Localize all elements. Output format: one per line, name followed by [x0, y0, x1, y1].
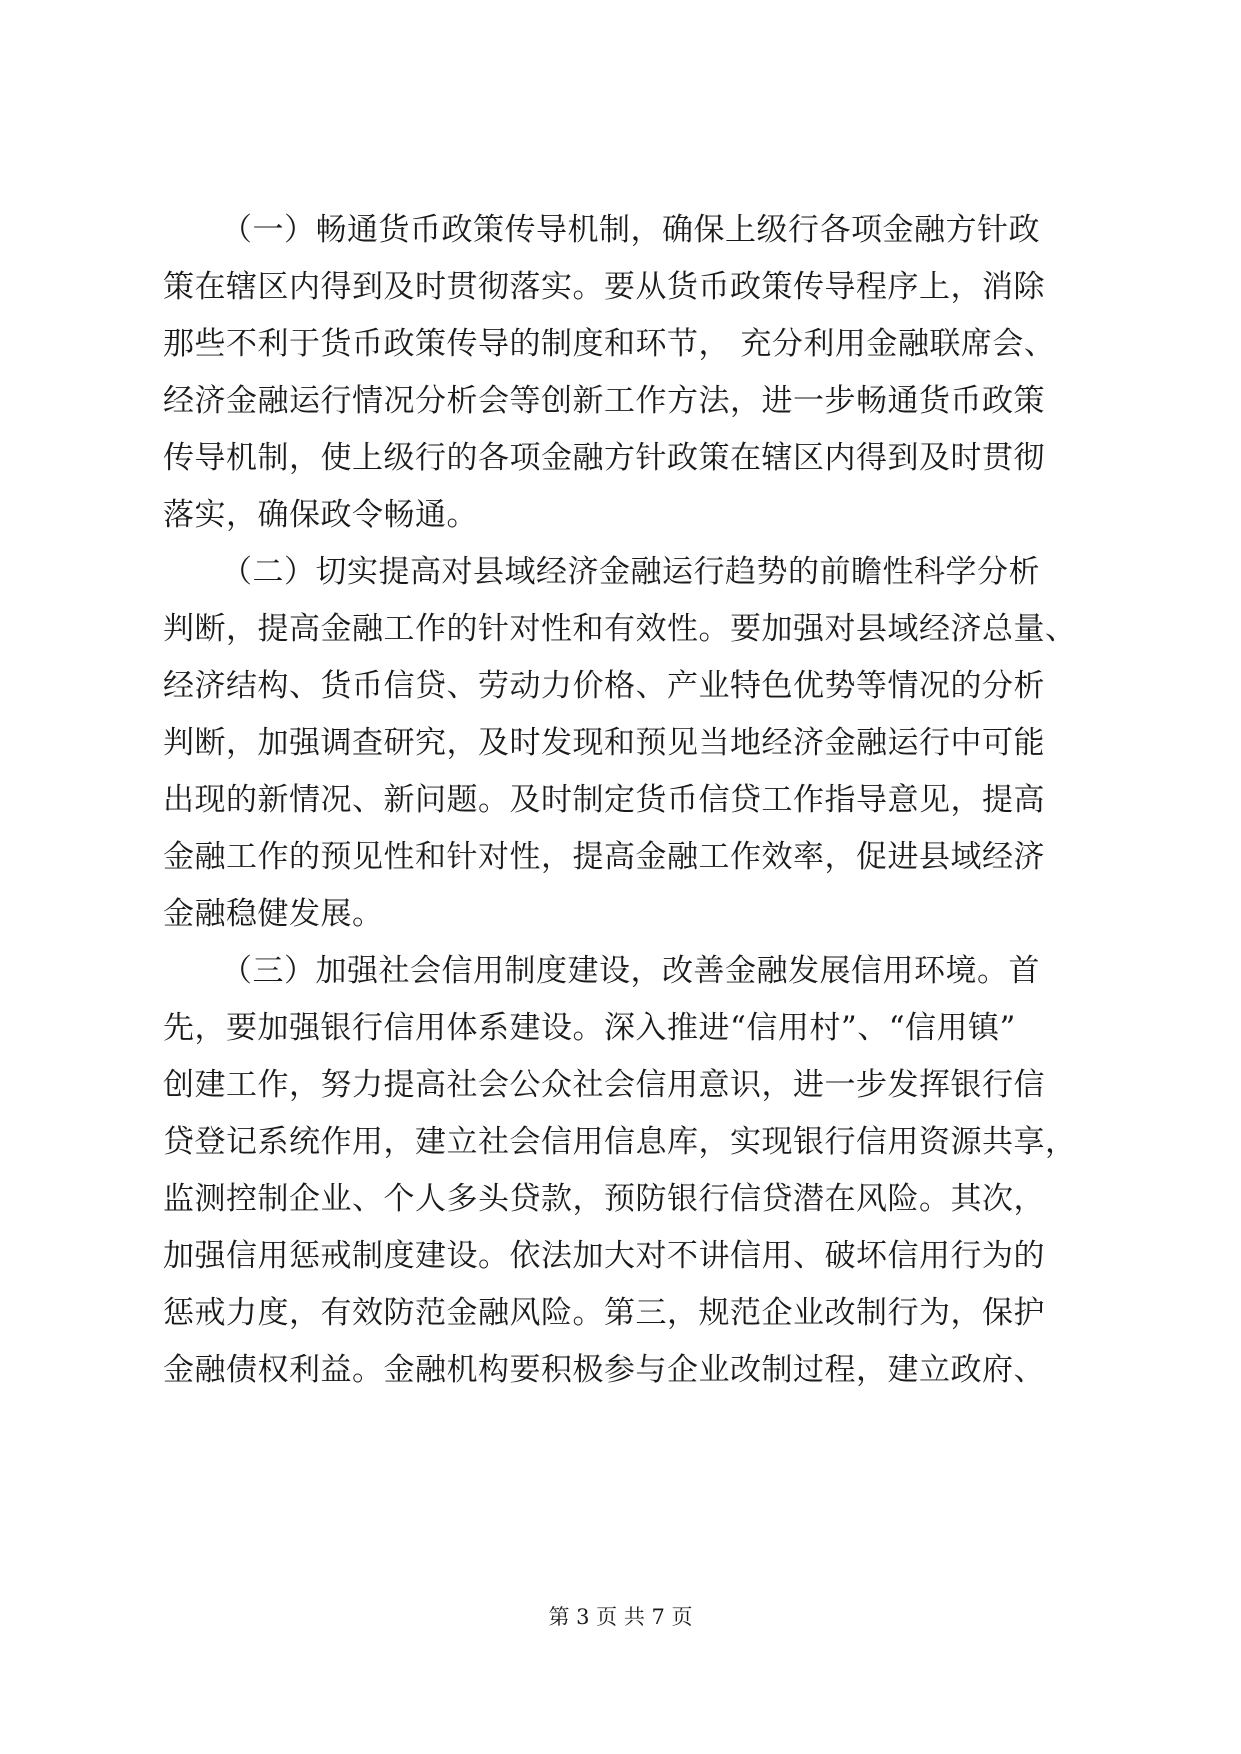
text-line: 策在辖区内得到及时贯彻落实。要从货币政策传导程序上，消除 [163, 269, 1045, 305]
text-line: 经济金融运行情况分析会等创新工作方法，进一步畅通货币政策 [163, 383, 1045, 419]
text-line: 判断，提高金融工作的针对性和有效性。要加强对县域经济总量、 [163, 611, 1077, 647]
text-line: （一）畅通货币政策传导机制，确保上级行各项金融方针政 [221, 212, 1040, 248]
text-line: 金融工作的预见性和针对性，提高金融工作效率，促进县域经济 [163, 839, 1045, 875]
text-line: 贷登记系统作用，建立社会信用信息库，实现银行信用资源共享， [163, 1124, 1077, 1160]
text-line: 监测控制企业、个人多头贷款，预防银行信贷潜在风险。其次， [163, 1181, 1045, 1217]
text-line: 出现的新情况、新问题。及时制定货币信贷工作指导意见，提高 [163, 782, 1045, 818]
text-line: （二）切实提高对县域经济金融运行趋势的前瞻性科学分析 [221, 554, 1040, 590]
text-line: 传导机制，使上级行的各项金融方针政策在辖区内得到及时贯彻 [163, 440, 1045, 476]
text-line: 创建工作，努力提高社会公众社会信用意识，进一步发挥银行信 [163, 1067, 1045, 1103]
text-line: 判断，加强调查研究，及时发现和预见当地经济金融运行中可能 [163, 725, 1045, 761]
text-line: （三）加强社会信用制度建设，改善金融发展信用环境。首 [221, 953, 1040, 989]
text-line: 惩戒力度，有效防范金融风险。第三，规范企业改制行为，保护 [163, 1295, 1045, 1331]
text-line: 经济结构、货币信贷、劳动力价格、产业特色优势等情况的分析 [163, 668, 1045, 704]
text-line: 先，要加强银行信用体系建设。深入推进“信用村”、“信用镇” [163, 1010, 1016, 1046]
text-line: 金融稳健发展。 [163, 896, 384, 932]
text-line: 那些不利于货币政策传导的制度和环节， 充分利用金融联席会、 [163, 326, 1056, 362]
text-line: 加强信用惩戒制度建设。依法加大对不讲信用、破坏信用行为的 [163, 1238, 1045, 1274]
page-footer: 第 3 页 共 7 页 [548, 1605, 693, 1629]
text-line: 落实，确保政令畅通。 [163, 497, 478, 533]
text-line: 金融债权利益。金融机构要积极参与企业改制过程，建立政府、 [163, 1352, 1045, 1388]
